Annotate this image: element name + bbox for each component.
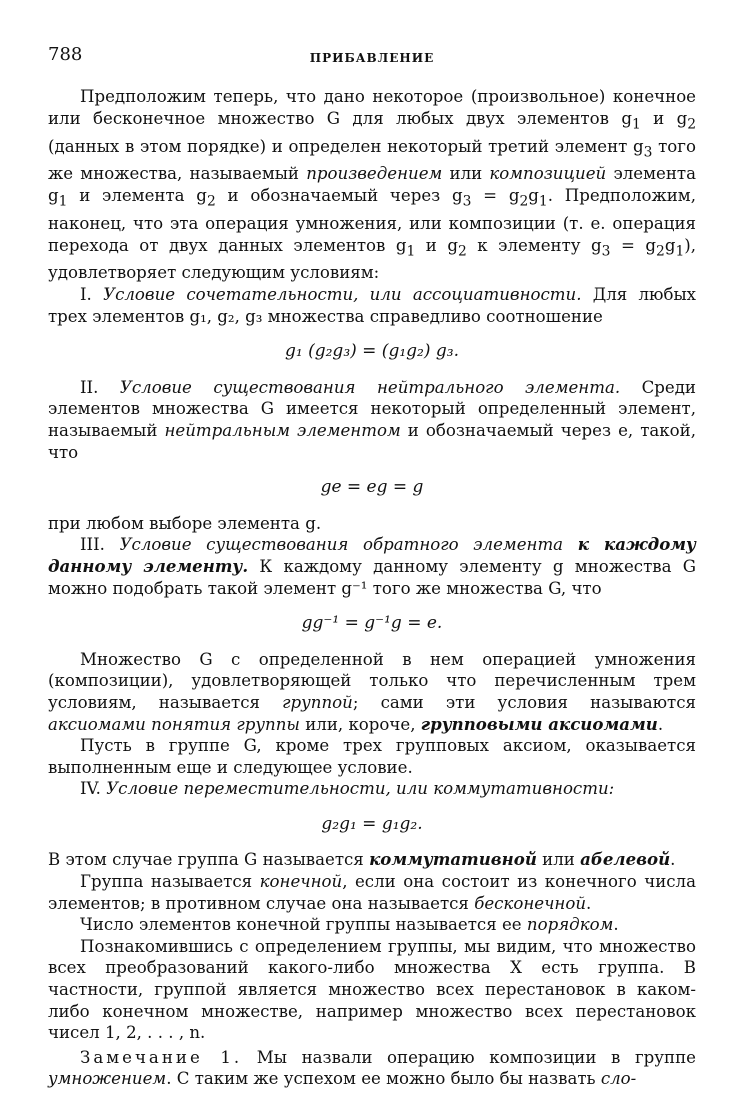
group-definition: Множество G с определенной в нем операцией умножения (композиции), удовлетворяющей только что перечисленным трем условиям, называется группой; сами эти условия называются аксиомами понятия группы или, короче, групповыми аксиомами. <box>48 649 697 734</box>
finite-paragraph: Группа называется конечной, если она состоит из конечного числа элементов; в противном случае она называется бесконечной. <box>48 872 696 913</box>
formula-inverse: gg⁻¹ = g⁻¹g = e. <box>301 613 443 634</box>
condition-4: IV. Условие переместительности, или коммутативности: <box>80 779 615 799</box>
page-header <box>48 44 696 68</box>
remark-paragraph: Замечание 1. Мы назвали операцию композиции в группе умножением. С таким же успехом ее можно было бы назвать сло- <box>48 1047 696 1089</box>
condition-3: III. Условие существования обратного элемента к каждому данному элементу. К каждому данному элементу g множества G можно подобрать такой элемент g⁻¹ того же множества G, что <box>48 534 696 598</box>
formula-commutativity: g₂g₁ = g₁g₂. <box>321 813 423 834</box>
condition-2: II. Условие существования нейтрального элемента. Среди элементов множества G имеется некоторый определенный элемент, называемый нейтральным элементом и обозначаемый через e, такой, что <box>48 377 697 462</box>
after-condition-2: при любом выборе элемента g. <box>48 513 322 533</box>
condition-1: I. Условие сочетательности, или ассоциативности. Для любых трех элементов g₁, g₂, g₃ множества справедливо соотношение <box>48 285 697 326</box>
running-title: ПРИБАВЛЕНИЕ <box>309 51 435 65</box>
page-number: 788 <box>48 44 83 65</box>
formula-associativity: g₁ (g₂g₃) = (g₁g₂) g₃. <box>285 341 459 362</box>
formula-neutral: ge = eg = g <box>320 477 424 498</box>
intro-paragraph: Предположим теперь, что дано некоторое (произвольное) конечное или бесконечное множество G для любых двух элементов $g_1$ и $g_2$ (данных в этом порядке) и определен некоторый третий элемент $g_3$ того же множества, называемый произведением или композицией элемента $g_1$ и элемента $g_2$ и обозначаемый через $g_3 = g_2g_1$. Предположим, наконец, что эта операция умножения, или композиции (т. е. операция перехода от двух данных элементов $g_1$ и $g_2$ к элементу $g_3 = g_2g_1$), удовлетворяет следующим условиям: <box>48 87 697 283</box>
order-paragraph: Число элементов конечной группы называется ее порядком. <box>80 915 619 935</box>
extra-condition-intro: Пусть в группе G, кроме трех групповых аксиом, оказывается выполненным еще и следующее условие. <box>48 736 696 777</box>
page <box>48 44 696 1090</box>
transformations-paragraph: Познакомившись с определением группы, мы видим, что множество всех преобразований какого-либо множества X есть группа. В частности, группой является множество всех перестановок в каком-либо конечном множестве, например множество всех перестановок чисел 1, 2, . . . , n. <box>48 936 696 1043</box>
abelian-paragraph: В этом случае группа G называется коммутативной или абелевой. <box>48 849 676 870</box>
